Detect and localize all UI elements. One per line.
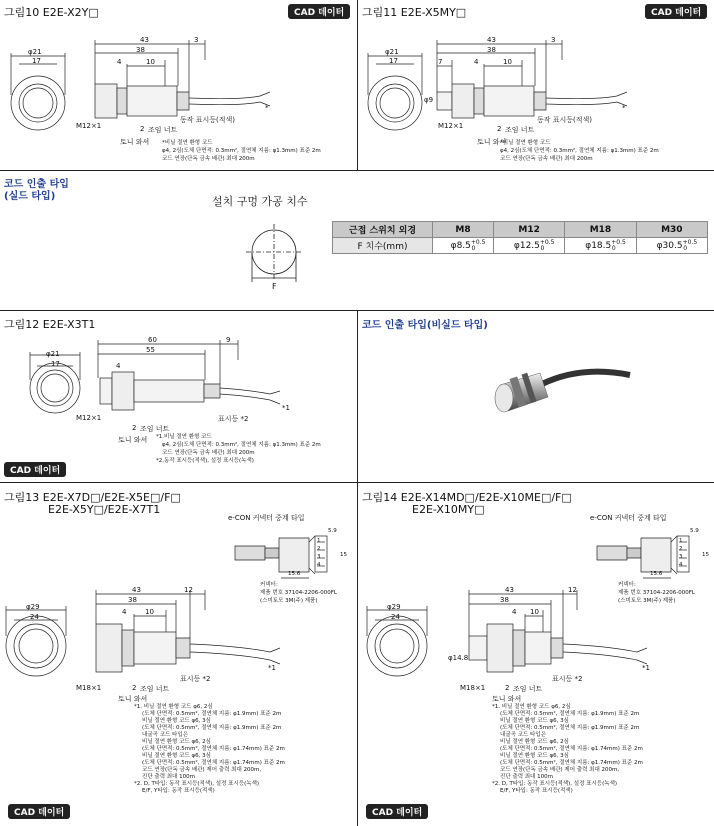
- fig13-note-8: (도체 단면적: 0.5mm², 절연체 지름: φ1.74mm) 표준 2m: [142, 760, 285, 766]
- fit-value-3: $\varphi 30.5^{+0.5}_0$: [636, 238, 707, 254]
- fig11-d9: φ9: [424, 96, 434, 104]
- fig14-note-7: 비닐 절연 환형 코드 φ6, 3심: [500, 753, 569, 759]
- fig13-econ: e-CON 커넥터 중계 타입: [228, 514, 305, 522]
- fig14-cn2: 2: [679, 546, 683, 552]
- fig13-note-2: 비닐 절연 환형 코드 φ6, 3심: [142, 718, 211, 724]
- fig12-star: *1: [282, 404, 290, 412]
- fig13-l4: 4: [122, 608, 127, 616]
- fig10-d17: 17: [32, 57, 41, 65]
- fig11-l10: 10: [503, 58, 512, 66]
- fig14-note-11: *2. D, T타입: 동작 표시등(적색), 설정 표시등(녹색): [492, 781, 618, 787]
- fig14-conn3: (스미토모 3M(주) 제품): [618, 598, 676, 604]
- fig11-l43: 43: [487, 36, 496, 44]
- fig11-l38: 38: [487, 46, 496, 54]
- fig11-l7: 7: [438, 58, 443, 66]
- fig14-conn2: 제품 번호 37104-2206-000FL: [618, 590, 695, 596]
- hole-f-label: F: [272, 282, 277, 291]
- fig10-star: *: [265, 104, 269, 112]
- fit-row-label: F 치수(mm): [333, 238, 433, 254]
- fig10-nut: 조임 너트: [148, 126, 178, 134]
- fig11-l3: 3: [551, 36, 556, 44]
- fig13-note-9: 코드 연장(단독 금속 배관) 제어 출력 최대 200m,: [142, 767, 262, 773]
- fig11-d21: φ21: [385, 48, 399, 56]
- fig14-torque: 토니 와셔: [492, 695, 522, 703]
- hole-title: 설치 구멍 가공 치수: [212, 195, 308, 208]
- fig11-note1: *비닐 절연 환형 코드: [500, 140, 551, 146]
- fig14-note-5: 비닐 절연 환형 코드 φ6, 2심: [500, 739, 569, 745]
- fig13-torque: 토니 와셔: [118, 695, 148, 703]
- fig13-note-6: (도체 단면적: 0.5mm², 절연체 지름: φ1.74mm) 표준 2m: [142, 746, 285, 752]
- fig13-cn3: 3: [317, 554, 321, 560]
- fig13-l10: 10: [145, 608, 154, 616]
- unshielded-title: 코드 인출 타입(비실드 타입): [362, 320, 488, 331]
- fig14-nut: 조임 너트: [513, 685, 543, 693]
- fig11-l2: 2: [497, 125, 502, 133]
- fig12-title: 그림12 E2E-X3T1: [4, 318, 96, 331]
- fig14-thread: M18×1: [460, 684, 486, 692]
- fig13-l12: 12: [184, 586, 193, 594]
- fig12-thread: M12×1: [76, 414, 102, 422]
- fit-value-1: $\varphi 12.5^{+0.5}_0$: [493, 238, 564, 254]
- fig13-c156: 15.6: [288, 571, 301, 577]
- fig10-torque: 토니 와셔: [120, 138, 150, 146]
- fig13-note-11: *2. D, T타입: 동작 표시등(적색), 설정 표시등(녹색): [134, 781, 260, 787]
- fig14-conn1: 커넥터:: [618, 582, 636, 588]
- fig14-note-12: E/F, Y타입: 동작 표시등(적색): [500, 788, 573, 794]
- fig14-note-10: 진단 출력 최대 100m: [500, 774, 553, 780]
- fig14-note-0: *1. 비닐 절연 환형 코드 φ6, 2심: [492, 704, 571, 710]
- fig13-star: *1: [268, 664, 276, 672]
- fig11-nut: 조임 너트: [505, 126, 535, 134]
- fig10-d21: φ21: [28, 48, 42, 56]
- fig14-ind: 표시등 *2: [552, 675, 583, 683]
- fig14-c59: 5.9: [690, 528, 699, 534]
- fig13-note-5: 비닐 절연 환형 코드 φ6, 2심: [142, 739, 211, 745]
- fig13-c15: 15: [340, 552, 347, 558]
- fig14-note-9: 코드 연장(단독 금속 배관) 제어 출력 최대 200m,: [500, 767, 620, 773]
- fig13-cn2: 2: [317, 546, 321, 552]
- fig11-l4: 4: [474, 58, 479, 66]
- fig14-econ: e-CON 커넥터 중계 타입: [590, 514, 667, 522]
- fig12-l55: 55: [146, 346, 155, 354]
- fig14-star: *1: [642, 664, 650, 672]
- fig14-note-6: (도체 단면적: 0.5mm², 절연체 지름: φ1.74mm) 표준 2m: [500, 746, 643, 752]
- fig12-note1: *1.비닐 절연 환형 코드: [156, 434, 212, 440]
- fig14-l12: 12: [568, 586, 577, 594]
- fig13-note-0: *1. 비닐 절연 환형 코드 φ6, 2심: [134, 704, 213, 710]
- fig13-notes: [134, 704, 354, 795]
- fit-header-2: M12: [493, 222, 564, 238]
- fig11-note2: φ4, 2심(도체 단면적: 0.3mm², 절연체 지름: φ1.3mm) 표준 2m: [500, 148, 659, 154]
- fig13-conn3: (스미토모 3M(주) 제품): [260, 598, 318, 604]
- fig11-thread: M12×1: [438, 122, 464, 130]
- fig13-nut: 조임 너트: [140, 685, 170, 693]
- fig13-cn4: 4: [317, 562, 321, 568]
- fig10-l2: 2: [140, 125, 145, 133]
- fig13-cn1: 1: [317, 538, 321, 544]
- fig13-c59: 5.9: [328, 528, 337, 534]
- fig14-title-2: E2E-X10MY□: [412, 503, 485, 516]
- fig14-d148: φ14.8: [448, 654, 469, 662]
- fig14-cn4: 4: [679, 562, 683, 568]
- fig11-d17: 17: [389, 57, 398, 65]
- fig14-note-8: (도체 단면적: 0.5mm², 절연체 지름: φ1.74mm) 표준 2m: [500, 760, 643, 766]
- fig12-l9: 9: [226, 336, 231, 344]
- fig10-l3: 3: [194, 36, 199, 44]
- fig12-d17: 17: [51, 360, 60, 368]
- fig13-conn2: 제품 번호 37104-2206-000FL: [260, 590, 337, 596]
- fit-header-4: M30: [636, 222, 707, 238]
- fig14-note-2: 비닐 절연 환형 코드 φ6, 3심: [500, 718, 569, 724]
- fig12-note2: φ4, 2심(도체 단면적: 0.3mm², 절연체 지름: φ1.3mm) 표준 2m: [162, 442, 321, 448]
- fig14-c156: 15.6: [650, 571, 663, 577]
- fig14-cad-button[interactable]: CAD 데이터: [366, 804, 428, 819]
- fig12-ind: 표시등 *2: [218, 415, 249, 423]
- fig13-note-4: 내굴곡 코드 타입은: [142, 732, 189, 738]
- fig10-cad-button[interactable]: CAD 데이터: [288, 4, 350, 19]
- fig13-note-3: (도체 단면적: 0.5mm², 절연체 지름: φ1.9mm) 표준 2m: [142, 725, 282, 731]
- fig10-l10: 10: [146, 58, 155, 66]
- fig12-note4: *2.동작 표시등(적색), 설정 표시등(녹색): [156, 458, 254, 464]
- divider-h-1: [0, 170, 714, 171]
- divider-h-3: [0, 482, 714, 483]
- fig12-l60: 60: [148, 336, 157, 344]
- fig13-connector: [225, 528, 350, 588]
- fig13-note-10: 진단 출력 최대 100m: [142, 774, 195, 780]
- fig11-torque: 토니 와셔: [477, 138, 507, 146]
- fig13-conn1: 커넥터:: [260, 582, 278, 588]
- fig14-l43: 43: [505, 586, 514, 594]
- shielded-title-2: (실드 타입): [4, 191, 56, 202]
- fig14-note-4: 내굴곡 코드 타입은: [500, 732, 547, 738]
- fig14-l4: 4: [512, 608, 517, 616]
- fig13-drawing: [0, 590, 357, 705]
- fig12-note3: 코드 연장(단독 금속 배관) 최대 200m: [162, 450, 255, 456]
- fig14-l38: 38: [500, 596, 509, 604]
- fit-value-0: $\varphi 8.5^{+0.5}_0$: [433, 238, 494, 254]
- fig14-l2: 2: [505, 684, 510, 692]
- fig14-l10: 10: [530, 608, 539, 616]
- fig13-cad-button[interactable]: CAD 데이터: [8, 804, 70, 819]
- fig12-cad-button[interactable]: CAD 데이터: [4, 462, 66, 477]
- fig12-torque: 토니 와셔: [118, 436, 148, 444]
- fig14-notes: [492, 704, 712, 795]
- fig13-ind: 표시등 *2: [180, 675, 211, 683]
- fit-table: [332, 221, 708, 254]
- fig14-title-1: 그림14 E2E-X14MD□/E2E-X10ME□/F□: [362, 491, 572, 504]
- fit-header-0: 근접 스위치 외경: [333, 222, 433, 238]
- unshielded-photo: [470, 355, 630, 435]
- fig13-note-7: 비닐 절연 환형 코드 φ6, 3심: [142, 753, 211, 759]
- fig10-note1: *비닐 절연 환형 코드: [162, 140, 213, 146]
- fig11-title: 그림11 E2E-X5MY□: [362, 6, 467, 19]
- shielded-title-1: 코드 인출 타입: [4, 179, 69, 190]
- divider-v-mid: [357, 310, 358, 826]
- fig14-note-1: (도체 단면적: 0.5mm², 절연체 지름: φ1.9mm) 표준 2m: [500, 711, 640, 717]
- fig12-l4: 4: [116, 362, 121, 370]
- fig10-note2: φ4, 2심(도체 단면적: 0.3mm², 절연체 지름: φ1.3mm) 표준 2m: [162, 148, 321, 154]
- fig11-note3: 코드 연장(단독 금속 배관) 최대 200m: [500, 156, 593, 162]
- fig11-ind: 동작 표시등(적색): [537, 116, 593, 124]
- fit-header-1: M8: [433, 222, 494, 238]
- fig12-l2: 2: [132, 424, 137, 432]
- fig10-ind: 동작 표시등(적색): [180, 116, 236, 124]
- fig14-note-3: (도체 단면적: 0.5mm², 절연체 지름: φ1.9mm) 표준 2m: [500, 725, 640, 731]
- fig14-connector: [587, 528, 712, 588]
- fig12-d21: φ21: [46, 350, 60, 358]
- fig14-d29: φ29: [387, 603, 401, 611]
- fig11-cad-button[interactable]: CAD 데이터: [645, 4, 707, 19]
- fig13-title-1: 그림13 E2E-X7D□/E2E-X5E□/F□: [4, 491, 181, 504]
- fig13-note-12: E/F, Y타입: 동작 표시등(적색): [142, 788, 215, 794]
- fig10-note3: 코드 연장(단독 금속 배관) 최대 200m: [162, 156, 255, 162]
- fig12-nut: 조임 너트: [140, 425, 170, 433]
- fig14-c15: 15: [702, 552, 709, 558]
- fig13-l38: 38: [128, 596, 137, 604]
- fit-value-2: $\varphi 18.5^{+0.5}_0$: [565, 238, 636, 254]
- fig11-star: *: [622, 104, 626, 112]
- fit-header-3: M18: [565, 222, 636, 238]
- fig13-l2: 2: [132, 684, 137, 692]
- fig10-l4: 4: [117, 58, 122, 66]
- fig14-cn3: 3: [679, 554, 683, 560]
- fig12-drawing: [0, 330, 357, 440]
- fig10-thread: M12×1: [76, 122, 102, 130]
- fig14-cn1: 1: [679, 538, 683, 544]
- fig13-d24: 24: [30, 613, 39, 621]
- fig10-title: 그림10 E2E-X2Y□: [4, 6, 99, 19]
- fig14-d24: 24: [391, 613, 400, 621]
- fig10-l38: 38: [136, 46, 145, 54]
- fig13-title-2: E2E-X5Y□/E2E-X7T1: [48, 503, 161, 516]
- fig13-l43: 43: [132, 586, 141, 594]
- fig10-l43: 43: [140, 36, 149, 44]
- fig13-thread: M18×1: [76, 684, 102, 692]
- fig13-note-1: (도체 단면적: 0.5mm², 절연체 지름: φ1.9mm) 표준 2m: [142, 711, 282, 717]
- fig13-d29: φ29: [26, 603, 40, 611]
